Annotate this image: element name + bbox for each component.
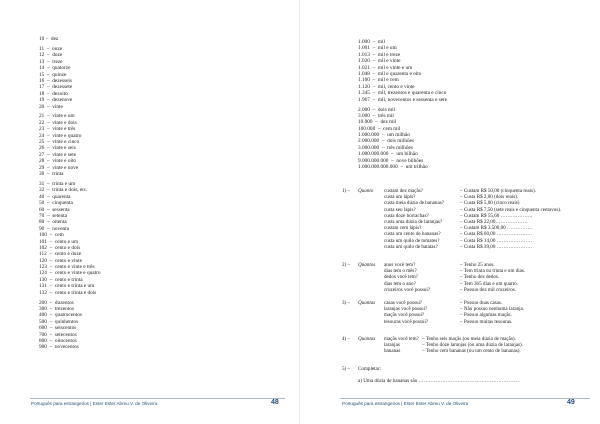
answer-text: – Custa R$ 22,00……………….: [460, 218, 528, 225]
number-entry: 100.000 – cem mil: [358, 125, 401, 132]
answer-text: – Possuo algumas maçãs.: [460, 312, 512, 319]
number-entry: 10 – dez: [39, 36, 59, 42]
question-text: custam cem lápis?: [384, 225, 422, 232]
number-entry: 112 – cento e doze: [39, 251, 82, 258]
number-entry: 50 – cinquenta: [39, 200, 73, 207]
answer-text: – Custa R$ 2,00 (dois reais).: [460, 194, 519, 201]
question-text: custa seu lápis?: [384, 206, 416, 213]
number-entry: 200 – duzentos: [39, 299, 74, 306]
answer-text: – Tem 365 dias e um quarto.: [460, 280, 518, 287]
number-entry: 1.000.000.000.000 – um trilhão: [358, 164, 428, 171]
answer-text: – Tenho seis maçãs (ou meia dúzia de maçãs).: [422, 336, 516, 342]
number-entry: 11 – onze: [39, 45, 63, 52]
number-entry: 124 – cento e vinte e quatro: [39, 270, 101, 277]
page-number: 49: [567, 399, 575, 406]
answer-text: – Custa R$ 5,00 (cinco reais): [460, 200, 520, 207]
question-text: casas você possui?: [384, 300, 423, 306]
answer-text: – Custam R$ 55,60 ……………….: [460, 212, 533, 219]
question-text: tesouras você possui?: [384, 318, 429, 325]
number-entry: 3.000 – três mil: [358, 112, 394, 119]
number-entry: 130 – cento e trinta: [39, 276, 83, 283]
number-entry: 22 – vinte e dois: [39, 119, 77, 126]
answer-text: – Custa R$ 60,00 …………………: [460, 231, 533, 238]
question-text: cruzeiros você possui?: [384, 286, 431, 293]
number-entry: 9.000.000.000 – nove bilhões: [358, 157, 424, 164]
number-entry: 25 – vinte e cinco: [39, 139, 80, 146]
number-entry: 28 – vinte e oito: [39, 158, 77, 165]
number-entry: 132 – cento e trinta e dois: [39, 289, 97, 296]
number-list-left: [39, 36, 100, 351]
number-entry: 40 – quarenta: [39, 193, 71, 200]
number-entry: 27 – vinte e sete: [39, 151, 77, 158]
number-entry: 12 – doze: [39, 52, 63, 59]
question-text: custa um lápis?: [384, 194, 416, 201]
exercise-item: a) Uma dúzia de bananas são ……………………………………………………: [358, 378, 521, 385]
footer-text: Português para estrangeiros | Ester Ester Abreu V. de Oliveira: [31, 401, 158, 406]
number-entry: 1.967 – mil, novecentos e sessenta e sete: [358, 96, 447, 103]
number-entry: 1.020 – mil e vinte: [358, 58, 401, 65]
number-entry: 3.000.000 – três milhões: [358, 144, 413, 151]
question-text: custa meia dúzia de bananas?: [384, 200, 444, 207]
number-entry: 17 – dezessete: [39, 84, 73, 91]
question-text: maçãs você possui?: [384, 312, 425, 319]
number-entry: 1.120 – mil, cento e vinte: [358, 83, 415, 90]
number-entry: 20 – vinte: [39, 103, 63, 110]
question-text: custam dez maçãs?: [384, 188, 424, 194]
number-entry: 1.013 – mil e treze: [358, 51, 401, 58]
question-text: bananas: [384, 348, 401, 355]
answer-text: – Custam R$ 50,00 (cinquenta reais).: [460, 188, 536, 194]
answer-text: – Possuo duas casas.: [460, 300, 503, 306]
question-word: Quantos: [358, 262, 376, 268]
number-entry: 26 – vinte e seis: [39, 145, 76, 152]
number-entry: 101 – cento e um: [39, 238, 79, 245]
question-word: Quantas: [358, 336, 376, 342]
number-entry: 13 – treze: [39, 58, 63, 65]
footer-text: Português para estrangeiros | Ester Ester Abreu V. de Oliveira: [342, 401, 469, 406]
number-entry: 120 – cento e vinte: [39, 257, 82, 264]
number-entry: 400 – quatrocentos: [39, 312, 82, 319]
number-entry: 80 – oitenta: [39, 219, 67, 226]
number-entry: 1.000 – mil: [358, 39, 385, 45]
number-entry: 60 – sessenta: [39, 206, 70, 213]
answer-text: – Custam R$ 3.500,00 ……………: [460, 225, 533, 232]
number-entry: 29 – vinte e nove: [39, 164, 79, 171]
question-text: anos você tem?: [384, 262, 416, 268]
footer-rule: [30, 398, 285, 399]
answer-text: – Tenho cem bananas (ou um cento de bananas).: [422, 348, 521, 355]
number-entry: 30 – trinta: [39, 171, 64, 177]
number-entry: 19 – dezenove: [39, 97, 73, 104]
footer-left: [0, 398, 300, 410]
question-text: custa doze borrachas?: [384, 212, 429, 219]
footer-rule: [340, 398, 590, 399]
number-entry: 1.048 – mil e quarenta e oito: [358, 70, 422, 77]
exercise-number: 4) –: [342, 336, 351, 342]
answer-text: – Custa R$ 7,50 (sete reais e cinquenta centavos).: [460, 206, 562, 213]
number-entry: 300 – trezentos: [39, 306, 75, 312]
question-text: custa uma dúzia de laranjas?: [384, 218, 443, 225]
answer-text: – Tenho doze laranjas (ou uma dúzia de laranjas).: [422, 342, 523, 349]
number-entry: 15 – quinze: [39, 71, 67, 78]
question-text: maçãs você tem?: [384, 336, 419, 342]
question-text: dias tem o mês?: [384, 268, 417, 275]
number-entry: 700 – setecentos: [39, 331, 77, 338]
number-entry: 1.000.000 – um milhão: [358, 132, 410, 139]
exercise-number: 2) –: [342, 262, 351, 268]
page-number: 48: [271, 399, 279, 406]
number-entry: 1.000.000.000 – um bilhão: [358, 151, 418, 158]
number-entry: 1.021 – mil e vinte e um: [358, 64, 413, 71]
answer-text: – Tem trinta ou trinta e um dias.: [460, 268, 526, 275]
right-page: [300, 0, 600, 424]
answer-text: – Custa R$ 39,00 …………………: [460, 243, 533, 250]
number-entry: 90 – noventa: [39, 225, 70, 232]
number-entry: 32 – trinta e dois, etc.: [39, 187, 88, 194]
number-entry: 1.100 – mil e cem: [358, 77, 399, 84]
question-text: dias tem o ano?: [384, 280, 416, 287]
question-word: Quanto: [358, 188, 374, 194]
exercise-number: 3) –: [342, 300, 351, 306]
question-text: laranjas você possui?: [384, 306, 428, 313]
question-text: custa um cento de bananas?: [384, 231, 441, 238]
number-entry: 21 – vinte e um: [39, 113, 75, 120]
number-entry: 2.000.000 – dois milhões: [358, 138, 415, 145]
exercise-title: Completar:: [358, 366, 381, 372]
question-text: custa um quilo de tomates?: [384, 237, 440, 244]
answer-text: – Possuo dez mil cruzeiros.: [460, 286, 516, 293]
number-entry: 23 – vinte e três: [39, 126, 76, 133]
answer-text: – Custa R$ 14,00 …………………: [460, 237, 533, 244]
question-text: custa um quilo de batatas?: [384, 243, 438, 250]
number-entry: 10.000 – dez mil: [358, 119, 397, 126]
number-entry: 1.345 – mil, trezentos e quarenta e cinco: [358, 90, 447, 97]
question-text: laranjas: [384, 342, 400, 349]
number-entry: 100 – cem: [39, 232, 64, 239]
answer-text: – Tenho 25 anos.: [460, 262, 495, 268]
number-entry: 31 – trinta e um: [39, 180, 76, 187]
answer-text: – Possuo muitas tesouras.: [460, 318, 513, 325]
number-list-right: [358, 39, 447, 170]
answer-text: – Tenho dez dedos.: [460, 274, 500, 281]
number-entry: 102 – cento e dois: [39, 244, 81, 251]
answer-text: – Não possuo nenhuma laranja.: [460, 306, 525, 313]
exercise-number: 5) –: [342, 366, 351, 372]
number-entry: 500 – quinhentos: [39, 318, 79, 325]
number-entry: 131 – cento e trinta e um: [39, 283, 95, 290]
number-entry: 600 – seiscentos: [39, 325, 77, 332]
footer-right: [300, 398, 600, 410]
number-entry: 16 – dezesseis: [39, 77, 72, 84]
question-word: Quantas: [358, 300, 376, 306]
number-entry: 1.001 – mil e um: [358, 45, 397, 52]
number-entry: 14 – quatorze: [39, 65, 71, 72]
number-entry: 2.000 – dois mil: [358, 106, 396, 113]
number-entry: 70 – setenta: [39, 212, 67, 219]
number-entry: 123 – cento e vinte e três: [39, 264, 95, 271]
question-text: dedos você tem?: [384, 274, 418, 281]
number-entry: 24 – vinte e quatro: [39, 132, 82, 139]
number-entry: 18 – dezoito: [39, 90, 68, 97]
number-entry: 800 – oitocentos: [39, 337, 77, 344]
number-entry: 900 – novecentos: [39, 344, 79, 351]
exercise-number: 1) –: [342, 188, 351, 194]
